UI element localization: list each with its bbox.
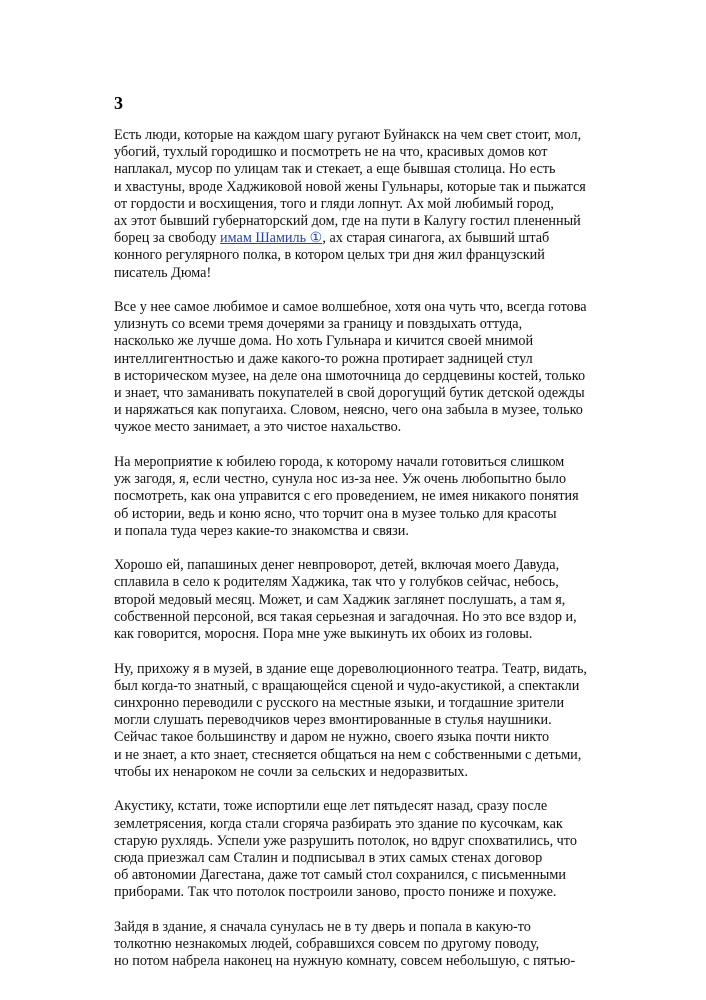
text-line: чтобы их ненароком не сочли за сельских и недоразвитых. (114, 763, 469, 780)
paragraph-5 (114, 661, 594, 781)
text-line: и хвастуны, вроде Хаджиковой новой жены Гульнары, которые так и пыжатся (114, 178, 586, 195)
text-line: как говорится, моросня. Пора мне уже выкинуть их обоих из головы. (114, 626, 533, 643)
text-line: Все у нее самое любимое и самое волшебное, хотя она чуть что, всегда готова (114, 299, 587, 316)
text-line: писатель Дюма! (114, 264, 212, 281)
text-line: Хорошо ей, папашиных денег невпроворот, детей, включая моего Давуда, (114, 557, 560, 574)
text-line: но потом набрела наконец на нужную комнату, совсем небольшую, с пятью- (114, 953, 576, 970)
text-line: сплавила в село к родителям Хаджика, так что у голубков сейчас, небось, (114, 574, 559, 591)
text-line: улизнуть со всеми тремя дочерями за границу и повздыхать оттуда, (114, 316, 523, 333)
text-line: наплакал, мусор по улицам так и стекает, а еще бывшая столица. Но есть (114, 161, 556, 178)
text-line: уж загодя, я, если честно, сунула нос из-за нее. Уж очень любопытно было (114, 471, 567, 488)
text-line: Есть люди, которые на каждом шагу ругают Буйнакск на чем свет стоит, мол, (114, 127, 582, 143)
text-line: Акустику, кстати, тоже испортили еще лет пятьдесят назад, сразу после (114, 798, 548, 815)
text-line: и не знает, а кто знает, стесняется общаться на нем с собственными с детьми, (114, 746, 582, 763)
chapter-text (114, 127, 594, 988)
text-line: сюда приезжал сам Сталин и подписывал в этих самых стенах договор (114, 849, 543, 866)
paragraph-3 (114, 454, 594, 540)
text-line: землетрясения, когда стали сгоряча разбирать это здание по кусочкам, как (114, 815, 563, 832)
text-line: приборами. Так что потолок построили заново, просто пониже и похуже. (114, 884, 557, 901)
text-line: интеллигентностью и даже какого-то рожна протирает задницей стул (114, 350, 533, 367)
text-line: старую рухлядь. Успели уже разрушить потолок, но вдруг спохватились, что (114, 832, 577, 849)
link-line-after: , ах старая синагога, ах бывший штаб (322, 230, 550, 247)
text-line: и попала туда через какие-то знакомства и связи. (114, 522, 409, 539)
text-line: в историческом музее, на деле она шмоточница до сердцевины костей, только (114, 367, 586, 384)
text-line: от гордости и восхищения, того и гляди лопнут. Ах мой любимый город, (114, 195, 554, 212)
text-line: собственной персоной, вся такая серьезная и загадочная. Но это все вздор и, (114, 608, 577, 625)
text-line: и знает, что заманивать покупателей в свой дорогущий бутик детской одежды (114, 385, 585, 402)
text-line: об автономии Дагестана, даже тот самый стол сохранился, с письменными (114, 867, 566, 884)
paragraph-2 (114, 299, 594, 437)
text-line: был когда-то знатный, с вращающейся сценой и чудо-акустикой, а спектакли (114, 677, 580, 694)
text-line: ах этот бывший губернаторский дом, где на пути в Калугу гостил плененный (114, 212, 581, 229)
text-line: посмотреть, как она управится с его проведением, не имея никакого понятия (114, 488, 579, 505)
text-line-with-link (114, 230, 594, 247)
text-line: чужое место занимает, а это чистое нахальство. (114, 419, 402, 436)
text-line: насколько же лучше дома. Но хоть Гульнара и кичится своей мнимой (114, 333, 534, 350)
imam-shamil-footnote-link[interactable]: имам Шамиль ① (220, 230, 323, 247)
paragraph-1 (114, 127, 594, 282)
text-line: убогий, тухлый городишко и посмотреть не на что, красивых домов кот (114, 144, 548, 161)
link-line-before: борец за свободу (114, 230, 221, 247)
text-line: конного регулярного полка, в котором целых три дня жил французский (114, 247, 545, 264)
text-line: синхронно переводили с русского на местные языки, и тогдашние зрители (114, 695, 565, 711)
text-line: об истории, ведь и коню ясно, что торчит она в музее только для красоты (114, 505, 557, 522)
paragraph-7 (114, 919, 594, 971)
paragraph-6 (114, 798, 594, 901)
chapter-number: 3 (114, 93, 123, 113)
text-line: толкотню незнакомых людей, собравшихся совсем по другому поводу, (114, 936, 540, 953)
text-line: Зайдя в здание, я сначала сунулась не в ту дверь и попала в какую-то (114, 918, 531, 935)
text-line: На мероприятие к юбилею города, к которому начали готовиться слишком (114, 453, 565, 470)
text-line: Сейчас такое большинству и даром не нужно, своего языка почти никто (114, 729, 550, 746)
text-line: второй медовый месяц. Может, и сам Хаджик заглянет послушать, а там я, (114, 591, 566, 608)
text-line: Ну, прихожу я в музей, в здание еще дореволюционного театра. Театр, видать, (114, 660, 587, 677)
text-line: и наряжаться как попугаиха. Словом, неясно, чего она забыла в музее, только (114, 402, 583, 419)
paragraph-4 (114, 557, 594, 643)
text-line: могли слушать переводчиков через вмонтированные в стулья наушники. (114, 712, 552, 729)
